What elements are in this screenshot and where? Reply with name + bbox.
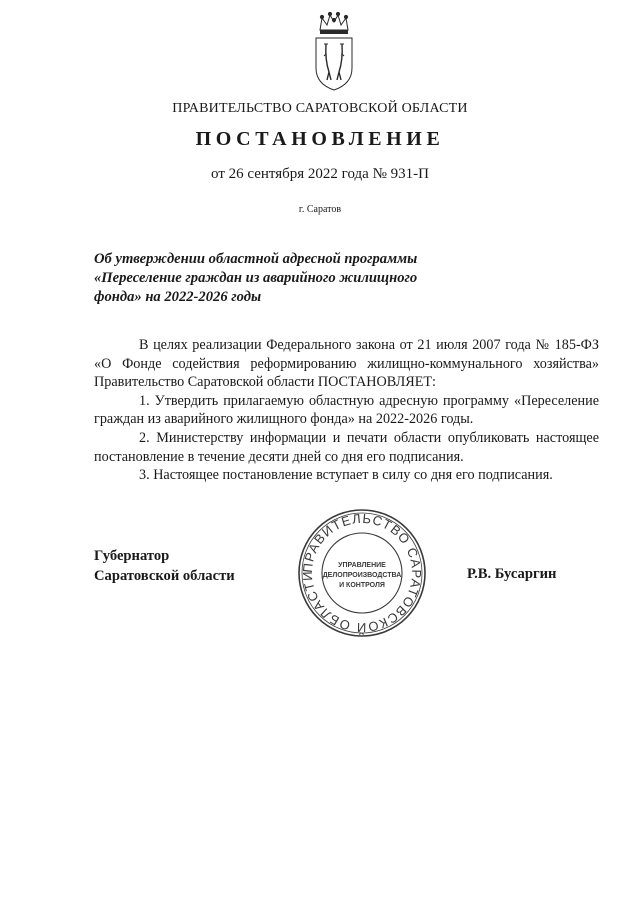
document-body (94, 336, 599, 485)
stamp-inner-line: УПРАВЛЕНИЕ (338, 562, 386, 569)
item-2-line: 2. Министерству информации и печати области опубликовать настоящее (139, 429, 599, 446)
title-line: Об утверждении областной адресной программы (94, 251, 418, 267)
stamp-inner-line: ДЕЛОПРОИЗВОДСТВА (322, 572, 402, 579)
document-type-heading: ПОСТАНОВЛЕНИЕ (195, 128, 445, 150)
saratov-coat-of-arms-icon (308, 10, 360, 92)
item-1-line: граждан из аварийного жилищного фонда» на 2022-2026 годы. (94, 411, 474, 428)
preamble-line: В целях реализации Федерального закона от 21 июля 2007 года № 185-ФЗ (139, 337, 599, 353)
signatory-position (94, 547, 235, 586)
signatory-position-line: Губернатор (94, 548, 170, 564)
stamp-inner-line: И КОНТРОЛЯ (339, 582, 385, 589)
preamble-line: «О Фонде содействия реформированию жилищно-коммунального хозяйства» (94, 355, 599, 372)
item-1-line: 1. Утвердить прилагаемую областную адресную программу «Переселение (139, 392, 599, 409)
stamp-outer-text: ПРАВИТЕЛЬСТВО САРАТОВСКОЙ ОБЛАСТИ (299, 510, 425, 636)
document-date-number: от 26 сентября 2022 года № 931-П (211, 166, 429, 182)
official-stamp (296, 507, 428, 639)
preamble-line: Правительство Саратовской области ПОСТАНОВЛЯЕТ: (94, 374, 437, 391)
item-3-line: 3. Настоящее постановление вступает в силу со дня его подписания. (139, 467, 553, 484)
signatory-position-line: Саратовской области (94, 567, 235, 584)
title-line: «Переселение граждан из аварийного жилищного (94, 270, 418, 286)
signatory-name: Р.В. Бусаргин (467, 566, 557, 582)
organization-name: ПРАВИТЕЛЬСТВО САРАТОВСКОЙ ОБЛАСТИ (172, 101, 468, 116)
document-title (94, 250, 474, 307)
issuing-city: г. Саратов (298, 204, 342, 215)
title-line: фонда» на 2022-2026 годы (94, 289, 262, 305)
item-2-line: постановление в течение десяти дней со дня его подписания. (94, 448, 464, 465)
